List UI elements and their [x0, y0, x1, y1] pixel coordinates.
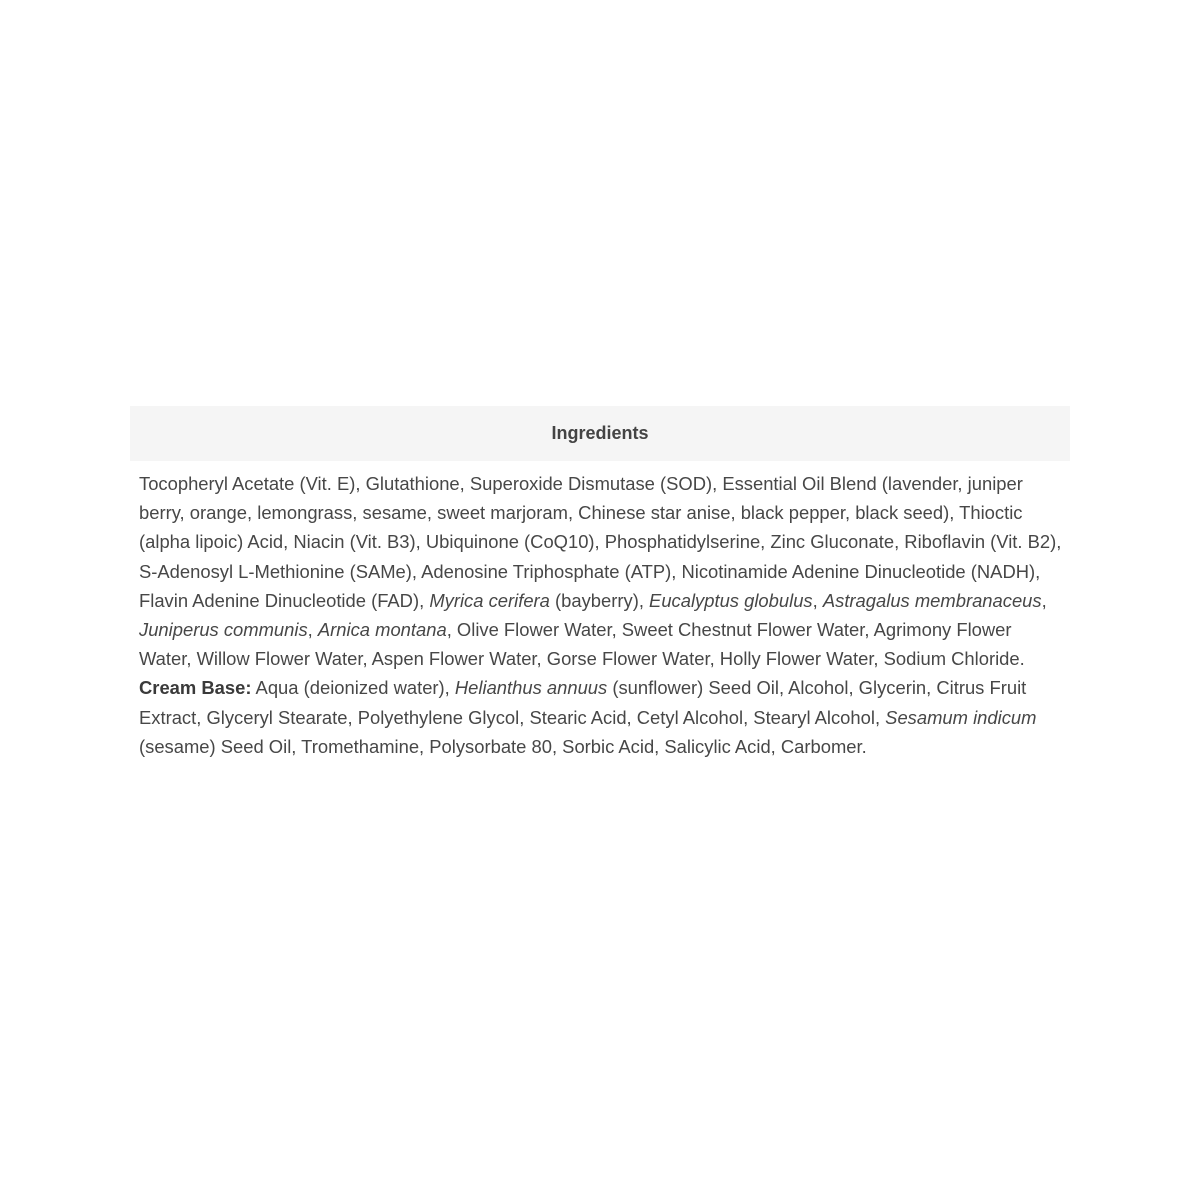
ingredients-segment: , Olive Flower Water, Sweet Chestnut Flower Water, Agrimony Flower Water, Willow Flower Water, Aspen Flower Water, Gorse Flower Water, Holly Flower Water, Sodium Chloride.: [139, 619, 1025, 670]
ingredients-segment-italic: Helianthus annuus: [454, 677, 608, 699]
ingredients-segment-italic: Astragalus membranaceus: [822, 589, 1042, 611]
ingredients-segment: Tocopheryl Acetate (Vit. E), Glutathione, Superoxide Dismutase (SOD), Essential Oil Blend (lavender, juniper berry, orange, lemongrass, sesame, sweet marjoram, Chinese star anise, black pepper, black seed), Thioctic (alpha lipoic) Acid, Niacin (Vit. B3), Ubiquinone (CoQ10), Phosphatidylserine, Zinc Gluconate, Riboflavin (Vit. B2), S-Adenosyl L-Methionine (SAMe), Adenosine Triphosphate (ATP), Nicotinamide Adenine Dinucleotide (NADH), Flavin Adenine Dinucleotide (FAD),: [139, 473, 1062, 611]
ingredients-text: [130, 461, 1064, 761]
ingredients-segment: (bayberry),: [549, 589, 650, 611]
ingredients-segment-italic: Myrica cerifera: [429, 589, 550, 611]
ingredients-segment-italic: Juniperus communis: [139, 619, 308, 641]
ingredients-segment-italic: Arnica montana: [317, 619, 447, 641]
ingredients-segment-italic: Sesamum indicum: [885, 706, 1037, 728]
ingredients-segment: (sunflower) Seed Oil, Alcohol, Glycerin, Citrus Fruit Extract, Glyceryl Stearate, Polyethylene Glycol, Stearic Acid, Cetyl Alcohol, Stearyl Alcohol,: [139, 677, 1027, 728]
ingredients-title: Ingredients: [551, 423, 649, 443]
ingredients-segment: Aqua (deionized water),: [251, 677, 455, 699]
ingredients-segment: ,: [812, 589, 823, 611]
ingredients-segment: ,: [307, 619, 318, 641]
cream-base-label: Cream Base:: [139, 677, 252, 699]
ingredients-segment: (sesame) Seed Oil, Tromethamine, Polysorbate 80, Sorbic Acid, Salicylic Acid, Carbomer.: [139, 735, 867, 757]
ingredients-segment-italic: Eucalyptus globulus: [649, 589, 813, 611]
ingredients-header: [130, 406, 1070, 461]
ingredients-card: [130, 406, 1070, 761]
ingredients-segment: ,: [1041, 589, 1047, 611]
